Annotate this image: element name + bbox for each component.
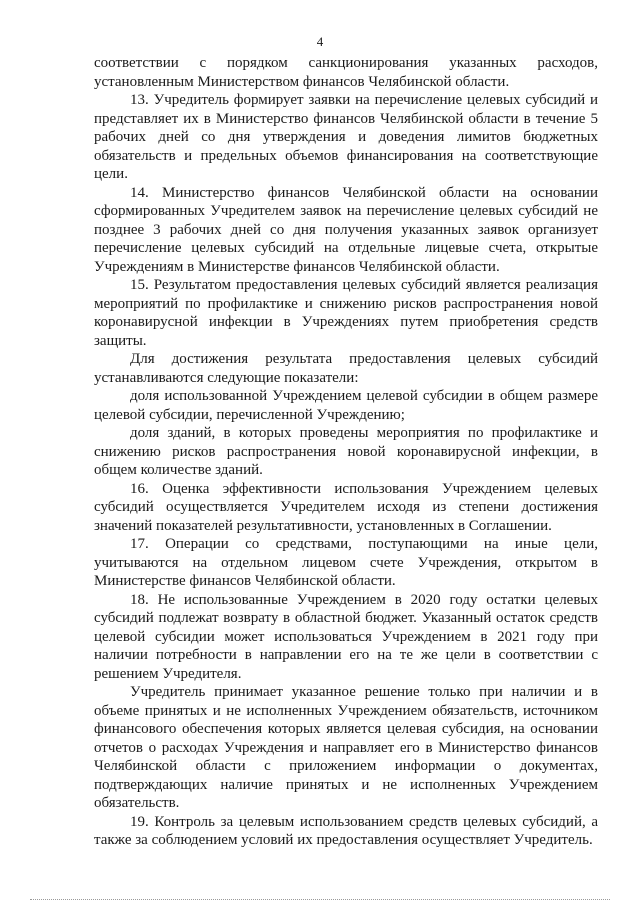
paragraph-15: 15. Результатом предоставления целевых субсидий является реализация мероприятий по профилактике и снижению рисков распространения новой коронавирусной инфекции в Учреждениях путем приобретения средств защиты.	[94, 277, 598, 349]
paragraph-14: 14. Министерство финансов Челябинской области на основании сформированных Учредителем заявок на перечисление целевых субсидий не позднее 3 рабочих дней со дня получения указанных заявок организует перечисление целевых субсидий на отдельные лицевые счета, открытые Учреждениям в Министерстве финансов Челябинской области.	[94, 184, 598, 275]
page-number: 4	[316, 34, 324, 49]
paragraph-17: 17. Операции со средствами, поступающими на иные цели, учитываются на отдельном лицевом счете Учреждения, открытом в Министерстве финансов Челябинской области.	[94, 536, 598, 589]
scan-bottom-edge	[30, 899, 610, 900]
paragraph-indicator-1: доля использованной Учреждением целевой субсидии в общем размере целевой субсидии, перечисленной Учреждению;	[94, 388, 598, 423]
paragraph-founder-decision: Учредитель принимает указанное решение только при наличии и в объеме принятых и не исполненных Учреждением обязательств, источником финансового обеспечения которых является целевая субсидия, на основании отчетов о расходах Учреждения и направляет его в Министерство финансов Челябинской области с приложением информации о документах, подтверждающих наличие принятых и не исполненных Учреждением обязательств.	[94, 684, 598, 811]
paragraph-16: 16. Оценка эффективности использования Учреждением целевых субсидий осуществляется Учредителем исходя из степени достижения значений показателей результативности, установленных в Соглашении.	[94, 480, 598, 534]
paragraph-19: 19. Контроль за целевым использованием средств целевых субсидий, а также за соблюдением условий их предоставления осуществляет Учредитель.	[94, 813, 598, 848]
paragraph-indicators-intro: Для достижения результата предоставления целевых субсидий устанавливаются следующие показатели:	[94, 351, 598, 386]
document-body	[94, 54, 598, 850]
paragraph-13: 13. Учредитель формирует заявки на перечисление целевых субсидий и представляет их в Министерство финансов Челябинской области в течение 5 рабочих дней со дня утверждения и доведения лимитов бюджетных обязательств и предельных объемов финансирования на соответствующие цели.	[94, 92, 598, 182]
paragraph-indicator-2: доля зданий, в которых проведены мероприятия по профилактике и снижению рисков распространения новой коронавирусной инфекции, в общем количестве зданий.	[94, 425, 598, 478]
paragraph-continuation: соответствии с порядком санкционирования указанных расходов, установленным Министерством финансов Челябинской области.	[94, 55, 598, 90]
paragraph-18: 18. Не использованные Учреждением в 2020 году остатки целевых субсидий подлежат возврату в областной бюджет. Указанный остаток средств целевой субсидии может использоваться Учреждением в 2021 году при наличии потребности в направлении его на те же цели в соответствии с решением Учредителя.	[94, 591, 598, 682]
